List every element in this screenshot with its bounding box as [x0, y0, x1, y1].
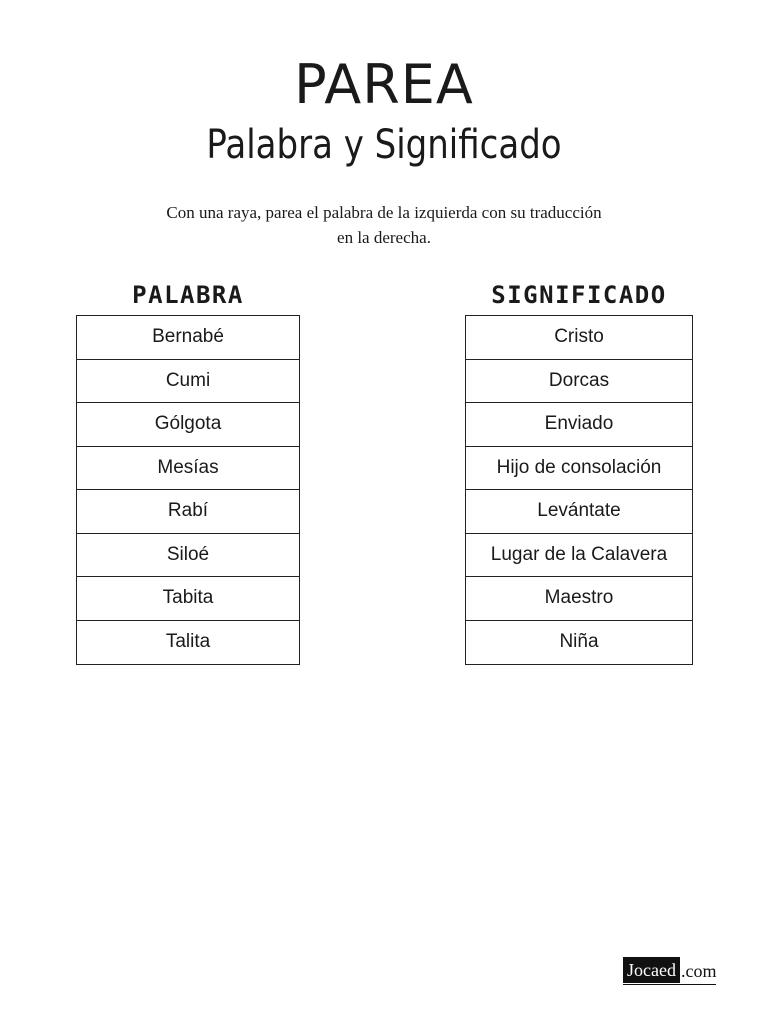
palabra-cell: Cumi — [77, 360, 299, 404]
palabra-cell: Rabí — [77, 490, 299, 534]
significado-cell: Maestro — [466, 577, 692, 621]
page-title: PAREA — [294, 53, 474, 116]
palabra-cell: Bernabé — [77, 316, 299, 360]
palabra-cell: Tabita — [77, 577, 299, 621]
column-heading-palabra: PALABRA — [132, 281, 244, 309]
palabra-table — [76, 315, 300, 665]
significado-cell: Levántate — [466, 490, 692, 534]
instructions-text: Con una raya, parea el palabra de la izquierda con su traducción en la derecha. — [166, 203, 602, 247]
significado-cell: Enviado — [466, 403, 692, 447]
palabra-cell: Mesías — [77, 447, 299, 491]
significado-cell: Cristo — [466, 316, 692, 360]
significado-cell: Hijo de consolación — [466, 447, 692, 491]
palabra-cell: Siloé — [77, 534, 299, 578]
significado-cell: Dorcas — [466, 360, 692, 404]
column-heading-significado: SIGNIFICADO — [491, 281, 667, 309]
significado-cell: Niña — [559, 631, 599, 653]
logo-wordmark: Jocaed — [623, 957, 680, 983]
palabra-cell: Talita — [165, 631, 211, 653]
logo-domain-suffix: .com — [680, 961, 717, 981]
page-subtitle: Palabra y Significado — [206, 122, 562, 168]
palabra-cell: Gólgota — [77, 403, 299, 447]
significado-cell: Lugar de la Calavera — [466, 534, 692, 578]
jocaed-logo — [623, 957, 716, 985]
significado-table — [465, 315, 693, 665]
